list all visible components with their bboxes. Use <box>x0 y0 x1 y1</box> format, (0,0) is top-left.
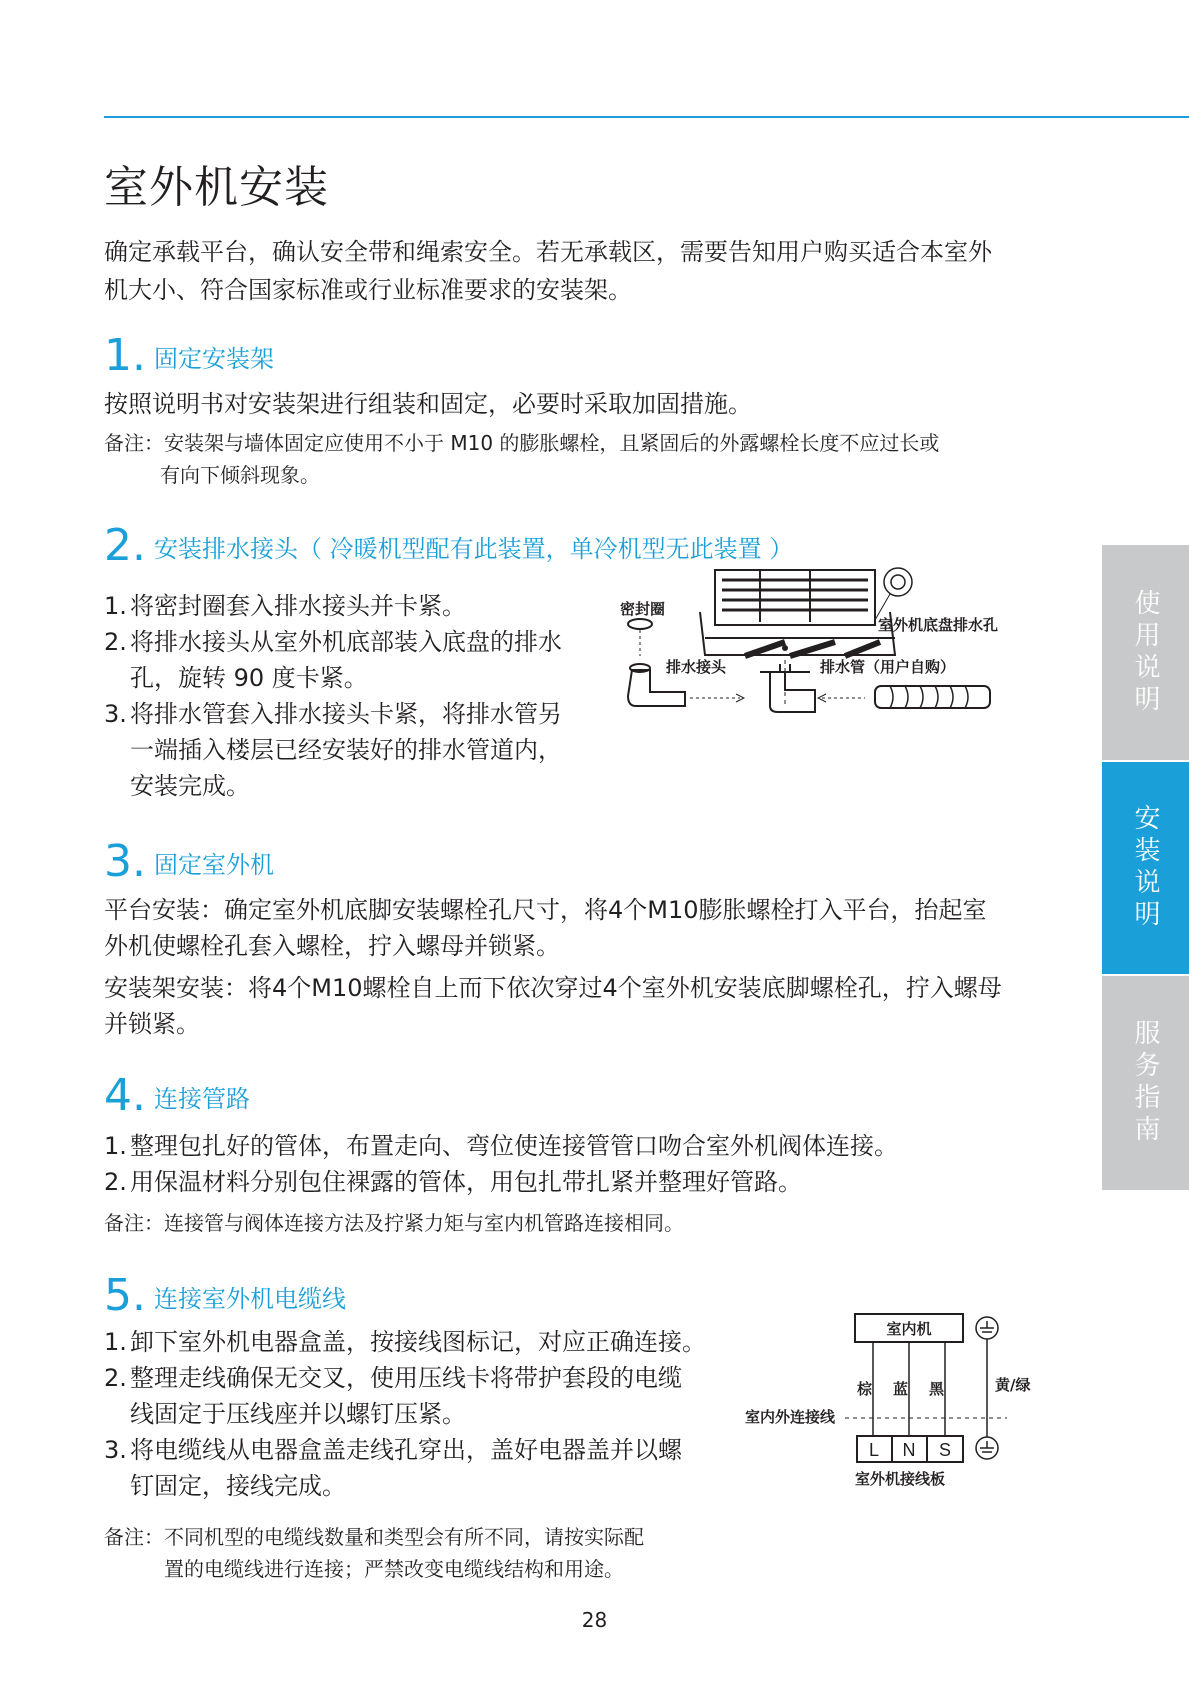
note-text: 连接管与阀体连接方法及拧紧力矩与室内机管路连接相同。 <box>164 1211 684 1235</box>
ground-icon <box>976 1317 998 1339</box>
list-item-cont: 安装完成。 <box>130 772 250 800</box>
note-label: 备注： <box>104 1211 164 1235</box>
section-5-note <box>104 1522 644 1552</box>
section-title: 连接管路 <box>154 1085 250 1113</box>
section-number: 4 <box>104 1070 132 1121</box>
section-5-note-cont: 置的电缆线进行连接；严禁改变电缆线结构和用途。 <box>164 1557 624 1581</box>
section-3-text: 安装架安装：将4个M10螺栓自上而下依次穿过4个室外机安装底脚螺栓孔，拧入螺母 <box>104 974 1002 1002</box>
ground-icon <box>976 1437 998 1459</box>
terminal-N: N <box>902 1440 916 1460</box>
hole-label: 室外机底盘排水孔 <box>878 616 999 634</box>
page-number: 28 <box>581 1608 608 1632</box>
section-2-heading: 2 . 安装排水接头（ 冷暖机型配有此装置，单冷机型无此装置 ） <box>104 520 794 571</box>
section-number: 3 <box>104 836 132 887</box>
section-1-note-cont: 有向下倾斜现象。 <box>160 463 320 487</box>
note-label: 备注： <box>104 1525 164 1549</box>
seal-label: 密封圈 <box>620 600 666 618</box>
section-title: 连接室外机电缆线 <box>154 1285 346 1313</box>
joint-label: 排水接头 <box>666 658 727 676</box>
section-4-note <box>104 1208 684 1238</box>
tab-label: 使用说明 <box>1130 588 1160 717</box>
section-number: 2 <box>104 520 132 571</box>
list-item-cont: 孔，旋转 90 度卡紧。 <box>130 664 368 692</box>
section-3-text: 平台安装：确定室外机底脚安装螺栓孔尺寸，将4个M10膨胀螺栓打入平台，抬起室 <box>104 896 987 924</box>
section-4-heading: 4 . 连接管路 <box>104 1070 250 1121</box>
section-3-heading: 3 . 固定室外机 <box>104 836 274 887</box>
wire-blue-label: 蓝 <box>893 1380 909 1398</box>
section-1-note <box>104 428 939 458</box>
section-5-heading: 5 . 连接室外机电缆线 <box>104 1270 346 1321</box>
wire-yg-label: 黄/绿 <box>995 1376 1031 1394</box>
tab-usage[interactable] <box>1102 545 1189 760</box>
list-item: 3. 将排水管套入排水接头卡紧，将排水管另 <box>104 700 562 728</box>
page-title: 室外机安装 <box>104 162 329 213</box>
section-1-text: 按照说明书对安装架进行组装和固定，必要时采取加固措施。 <box>104 390 752 418</box>
terminal-L: L <box>868 1440 880 1460</box>
list-item: 2. 将排水接头从室外机底部装入底盘的排水 <box>104 628 562 656</box>
list-item: 2. 整理走线确保无交叉，使用压线卡将带护套段的电缆 <box>104 1364 682 1392</box>
pipe-label: 排水管（用户自购） <box>820 658 956 676</box>
list-item-cont: 一端插入楼层已经安装好的排水管道内， <box>130 736 562 764</box>
wire-brown-label: 棕 <box>857 1380 873 1398</box>
section-title: 固定室外机 <box>154 851 274 879</box>
section-number: 5 <box>104 1270 132 1321</box>
tab-label: 安装说明 <box>1130 804 1160 932</box>
section-3-text: 外机使螺栓孔套入螺栓，拧入螺母并锁紧。 <box>104 932 560 960</box>
intro-line-1: 确定承载平台，确认安全带和绳索安全。若无承载区，需要告知用户购买适合本室外 <box>104 238 992 266</box>
indoor-label: 室内机 <box>886 1320 932 1338</box>
tab-installation[interactable] <box>1102 762 1189 974</box>
header-rule <box>104 116 1189 118</box>
wiring-diagram <box>745 1308 1035 1494</box>
section-title: 安装排水接头（ 冷暖机型配有此装置，单冷机型无此装置 ） <box>154 535 794 563</box>
section-number: 1 <box>104 330 132 381</box>
note-text: 安装架与墙体固定应使用不小于 M10 的膨胀螺栓，且紧固后的外露螺栓长度不应过长或 <box>164 431 940 455</box>
tab-label: 服务指南 <box>1130 1019 1160 1147</box>
board-label: 室外机接线板 <box>855 1470 946 1488</box>
list-item-cont: 线固定于压线座并以螺钉压紧。 <box>130 1400 466 1428</box>
drain-diagram <box>610 560 1040 770</box>
note-label: 备注： <box>104 431 164 455</box>
list-item: 1. 整理包扎好的管体，布置走向、弯位使连接管管口吻合室外机阀体连接。 <box>104 1132 898 1160</box>
terminal-S: S <box>938 1440 952 1460</box>
section-1-heading: 1 . 固定安装架 <box>104 330 274 381</box>
section-title: 固定安装架 <box>154 345 274 373</box>
list-item: 2. 用保温材料分别包住裸露的管体，用包扎带扎紧并整理好管路。 <box>104 1168 802 1196</box>
note-text: 不同机型的电缆线数量和类型会有所不同，请按实际配 <box>164 1525 644 1549</box>
list-item: 3. 将电缆线从电器盒盖走线孔穿出，盖好电器盖并以螺 <box>104 1436 682 1464</box>
intro-line-2: 机大小、符合国家标准或行业标准要求的安装架。 <box>104 276 632 304</box>
list-item-cont: 钉固定，接线完成。 <box>130 1472 346 1500</box>
list-item: 1. 卸下室外机电器盒盖，按接线图标记，对应正确连接。 <box>104 1328 706 1356</box>
tab-service[interactable] <box>1102 976 1189 1190</box>
wire-black-label: 黑 <box>929 1380 945 1398</box>
section-3-text: 并锁紧。 <box>104 1010 200 1038</box>
cable-label: 室内外连接线 <box>745 1408 836 1426</box>
list-item: 1. 将密封圈套入排水接头并卡紧。 <box>104 592 466 620</box>
